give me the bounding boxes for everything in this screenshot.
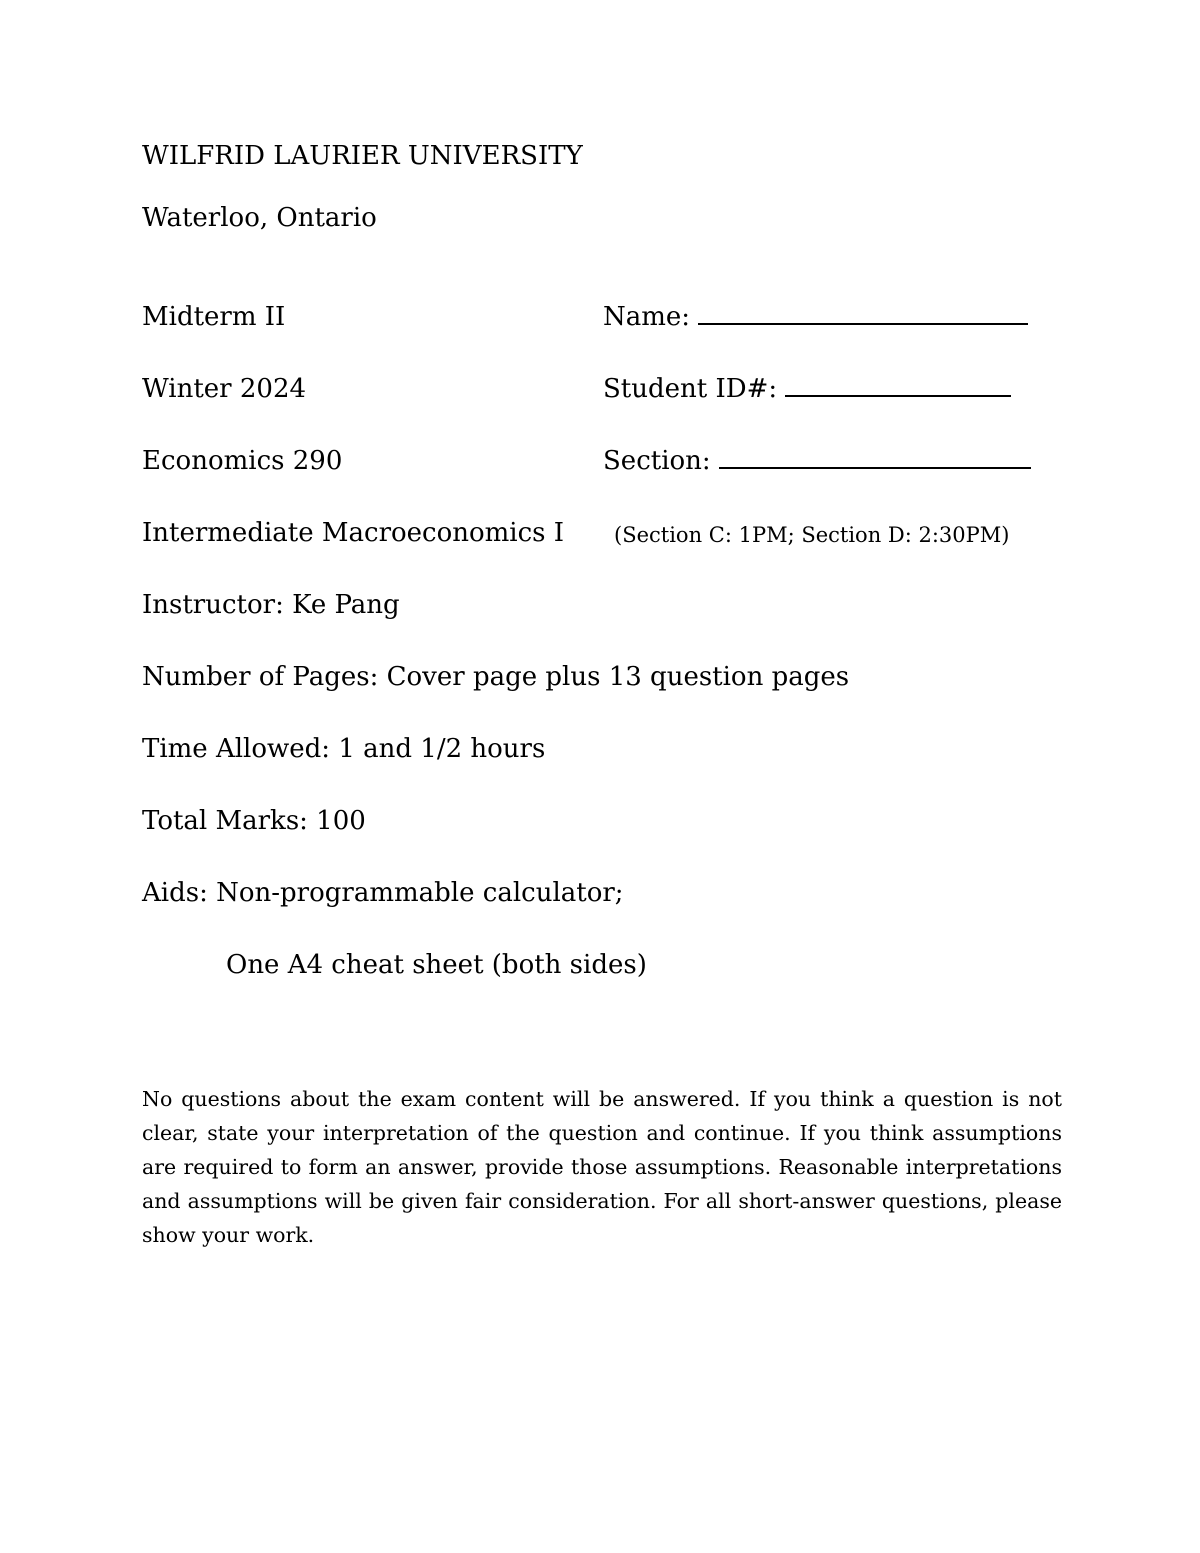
number-of-pages: Number of Pages: Cover page plus 13 question pages bbox=[142, 662, 850, 692]
student-id-label: Student ID#: bbox=[603, 374, 778, 404]
exam-name: Midterm II bbox=[142, 302, 286, 332]
instructor: Instructor: Ke Pang bbox=[142, 590, 400, 620]
student-id-field bbox=[603, 373, 1011, 405]
exam-term: Winter 2024 bbox=[142, 374, 307, 404]
student-id-blank-line bbox=[785, 373, 1011, 397]
course-title: Intermediate Macroeconomics I bbox=[142, 518, 565, 548]
course-code: Economics 290 bbox=[142, 446, 343, 476]
section-label: Section: bbox=[603, 446, 711, 476]
exam-instructions: No questions about the exam content will be answered. If you think a question is not clear, state your interpretation of the question and continue. If you think assumptions are required to form an answer, provide those assumptions. Reasonable interpretations and assumptions will be given fair consideration. For all short-answer questions, please show your work. bbox=[142, 1087, 1062, 1247]
section-blank-line bbox=[719, 445, 1031, 469]
time-allowed: Time Allowed: 1 and 1/2 hours bbox=[142, 734, 546, 764]
section-field bbox=[603, 445, 1031, 477]
name-field bbox=[603, 301, 1028, 333]
name-blank-line bbox=[698, 301, 1028, 325]
aids-line-1: Aids: Non-programmable calculator; bbox=[142, 878, 624, 908]
university-name: WILFRID LAURIER UNIVERSITY bbox=[142, 141, 583, 171]
sections-note: (Section C: 1PM; Section D: 2:30PM) bbox=[614, 523, 1010, 547]
total-marks: Total Marks: 100 bbox=[142, 806, 366, 836]
name-label: Name: bbox=[603, 302, 691, 332]
aids-line-2: One A4 cheat sheet (both sides) bbox=[226, 950, 647, 980]
university-location: Waterloo, Ontario bbox=[142, 203, 377, 233]
